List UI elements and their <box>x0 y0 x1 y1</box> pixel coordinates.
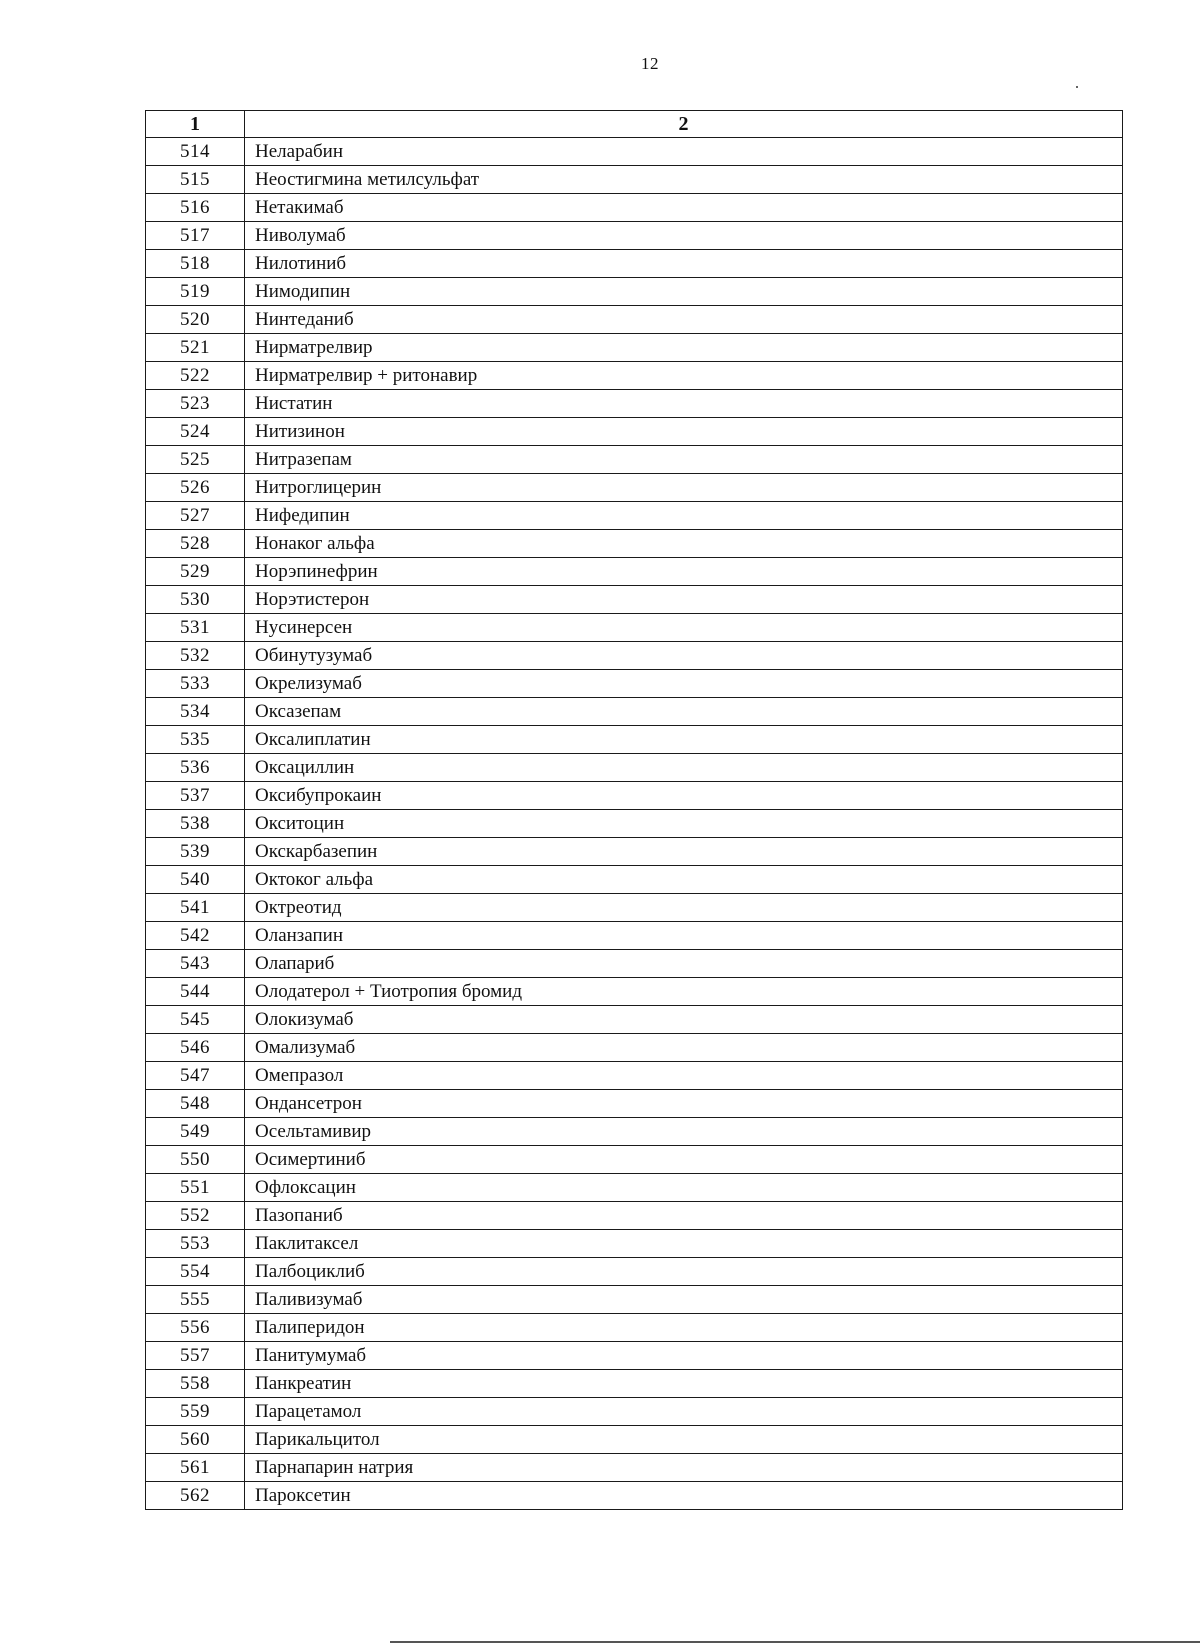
drug-list-table <box>145 110 1123 1510</box>
table-row <box>146 250 1123 278</box>
drug-name: Парикальцитол <box>245 1426 1123 1454</box>
drug-name: Неостигмина метилсульфат <box>245 166 1123 194</box>
drug-name: Парацетамол <box>245 1398 1123 1426</box>
scan-artifact-dot <box>1076 86 1078 88</box>
drug-name: Неларабин <box>245 138 1123 166</box>
drug-name: Нилотиниб <box>245 250 1123 278</box>
table-row <box>146 1426 1123 1454</box>
drug-name: Нитроглицерин <box>245 474 1123 502</box>
drug-name: Олодатерол + Тиотропия бромид <box>245 978 1123 1006</box>
row-number: 547 <box>146 1062 245 1090</box>
table-row <box>146 978 1123 1006</box>
drug-name: Нонаког альфа <box>245 530 1123 558</box>
drug-name: Норэтистерон <box>245 586 1123 614</box>
row-number: 515 <box>146 166 245 194</box>
row-number: 521 <box>146 334 245 362</box>
drug-name: Окрелизумаб <box>245 670 1123 698</box>
row-number: 518 <box>146 250 245 278</box>
table-row <box>146 642 1123 670</box>
drug-name: Пазопаниб <box>245 1202 1123 1230</box>
table-row <box>146 1062 1123 1090</box>
row-number: 535 <box>146 726 245 754</box>
drug-name: Офлоксацин <box>245 1174 1123 1202</box>
table-row <box>146 1370 1123 1398</box>
table-row <box>146 166 1123 194</box>
row-number: 557 <box>146 1342 245 1370</box>
row-number: 531 <box>146 614 245 642</box>
table-row <box>146 278 1123 306</box>
table-row <box>146 1482 1123 1510</box>
row-number: 551 <box>146 1174 245 1202</box>
drug-name: Осельтамивир <box>245 1118 1123 1146</box>
drug-name: Парнапарин натрия <box>245 1454 1123 1482</box>
row-number: 517 <box>146 222 245 250</box>
drug-name: Палиперидон <box>245 1314 1123 1342</box>
table-row <box>146 614 1123 642</box>
row-number: 520 <box>146 306 245 334</box>
drug-name: Нинтеданиб <box>245 306 1123 334</box>
drug-name: Паклитаксел <box>245 1230 1123 1258</box>
row-number: 529 <box>146 558 245 586</box>
row-number: 524 <box>146 418 245 446</box>
drug-name: Палбоциклиб <box>245 1258 1123 1286</box>
drug-name: Осимертиниб <box>245 1146 1123 1174</box>
table-body <box>146 138 1123 1510</box>
drug-name: Октоког альфа <box>245 866 1123 894</box>
drug-name: Панитумумаб <box>245 1342 1123 1370</box>
drug-name: Ниволумаб <box>245 222 1123 250</box>
drug-name: Нирматрелвир + ритонавир <box>245 362 1123 390</box>
row-number: 560 <box>146 1426 245 1454</box>
table-row <box>146 894 1123 922</box>
table-row <box>146 1286 1123 1314</box>
scan-artifact-line <box>390 1641 1200 1643</box>
drug-name: Нусинерсен <box>245 614 1123 642</box>
row-number: 536 <box>146 754 245 782</box>
row-number: 539 <box>146 838 245 866</box>
drug-name: Оксациллин <box>245 754 1123 782</box>
table-row <box>146 586 1123 614</box>
table-row <box>146 698 1123 726</box>
table-row <box>146 474 1123 502</box>
drug-name: Паливизумаб <box>245 1286 1123 1314</box>
drug-name: Октреотид <box>245 894 1123 922</box>
drug-name: Оксалиплатин <box>245 726 1123 754</box>
table-row <box>146 670 1123 698</box>
table-row <box>146 1258 1123 1286</box>
table-row <box>146 362 1123 390</box>
row-number: 530 <box>146 586 245 614</box>
row-number: 559 <box>146 1398 245 1426</box>
table-row <box>146 950 1123 978</box>
row-number: 519 <box>146 278 245 306</box>
row-number: 523 <box>146 390 245 418</box>
row-number: 540 <box>146 866 245 894</box>
table-row <box>146 866 1123 894</box>
row-number: 533 <box>146 670 245 698</box>
row-number: 534 <box>146 698 245 726</box>
column-header-name: 2 <box>245 111 1123 138</box>
drug-name: Нетакимаб <box>245 194 1123 222</box>
column-header-number: 1 <box>146 111 245 138</box>
table-row <box>146 1118 1123 1146</box>
drug-name: Омализумаб <box>245 1034 1123 1062</box>
table-row <box>146 1314 1123 1342</box>
drug-name: Нитизинон <box>245 418 1123 446</box>
page-number: 12 <box>641 54 659 73</box>
row-number: 528 <box>146 530 245 558</box>
row-number: 554 <box>146 1258 245 1286</box>
table-row <box>146 194 1123 222</box>
row-number: 538 <box>146 810 245 838</box>
drug-name: Пароксетин <box>245 1482 1123 1510</box>
row-number: 527 <box>146 502 245 530</box>
table-row <box>146 418 1123 446</box>
row-number: 548 <box>146 1090 245 1118</box>
drug-name: Норэпинефрин <box>245 558 1123 586</box>
row-number: 516 <box>146 194 245 222</box>
row-number: 522 <box>146 362 245 390</box>
table-row <box>146 1090 1123 1118</box>
row-number: 526 <box>146 474 245 502</box>
row-number: 525 <box>146 446 245 474</box>
table-row <box>146 838 1123 866</box>
table-row <box>146 810 1123 838</box>
row-number: 537 <box>146 782 245 810</box>
drug-name: Оксибупрокаин <box>245 782 1123 810</box>
row-number: 553 <box>146 1230 245 1258</box>
drug-name: Окситоцин <box>245 810 1123 838</box>
table-row <box>146 222 1123 250</box>
row-number: 546 <box>146 1034 245 1062</box>
table-row <box>146 502 1123 530</box>
table-row <box>146 1398 1123 1426</box>
table-row <box>146 530 1123 558</box>
table-row <box>146 726 1123 754</box>
table-row <box>146 334 1123 362</box>
row-number: 542 <box>146 922 245 950</box>
row-number: 561 <box>146 1454 245 1482</box>
table-row <box>146 1202 1123 1230</box>
table-header <box>146 111 1123 138</box>
table-row <box>146 1174 1123 1202</box>
table-row <box>146 1454 1123 1482</box>
drug-name: Нирматрелвир <box>245 334 1123 362</box>
table-row <box>146 1034 1123 1062</box>
header-row <box>146 111 1123 138</box>
drug-name: Нистатин <box>245 390 1123 418</box>
row-number: 541 <box>146 894 245 922</box>
table-row <box>146 1006 1123 1034</box>
row-number: 558 <box>146 1370 245 1398</box>
table-row <box>146 138 1123 166</box>
drug-name: Обинутузумаб <box>245 642 1123 670</box>
row-number: 562 <box>146 1482 245 1510</box>
row-number: 555 <box>146 1286 245 1314</box>
row-number: 550 <box>146 1146 245 1174</box>
row-number: 556 <box>146 1314 245 1342</box>
drug-name: Олокизумаб <box>245 1006 1123 1034</box>
drug-name: Омепразол <box>245 1062 1123 1090</box>
drug-name: Олапариб <box>245 950 1123 978</box>
drug-name: Ондансетрон <box>245 1090 1123 1118</box>
table-row <box>146 558 1123 586</box>
row-number: 532 <box>146 642 245 670</box>
row-number: 552 <box>146 1202 245 1230</box>
row-number: 543 <box>146 950 245 978</box>
drug-name: Оксазепам <box>245 698 1123 726</box>
drug-name: Панкреатин <box>245 1370 1123 1398</box>
table-row <box>146 306 1123 334</box>
drug-name: Нифедипин <box>245 502 1123 530</box>
row-number: 544 <box>146 978 245 1006</box>
drug-list-table-container <box>145 110 1122 1510</box>
drug-name: Окскарбазепин <box>245 838 1123 866</box>
drug-name: Нимодипин <box>245 278 1123 306</box>
table-row <box>146 922 1123 950</box>
table-row <box>146 1230 1123 1258</box>
drug-name: Нитразепам <box>245 446 1123 474</box>
row-number: 514 <box>146 138 245 166</box>
drug-name: Оланзапин <box>245 922 1123 950</box>
table-row <box>146 754 1123 782</box>
table-row <box>146 446 1123 474</box>
table-row <box>146 1342 1123 1370</box>
table-row <box>146 390 1123 418</box>
row-number: 549 <box>146 1118 245 1146</box>
table-row <box>146 1146 1123 1174</box>
row-number: 545 <box>146 1006 245 1034</box>
table-row <box>146 782 1123 810</box>
